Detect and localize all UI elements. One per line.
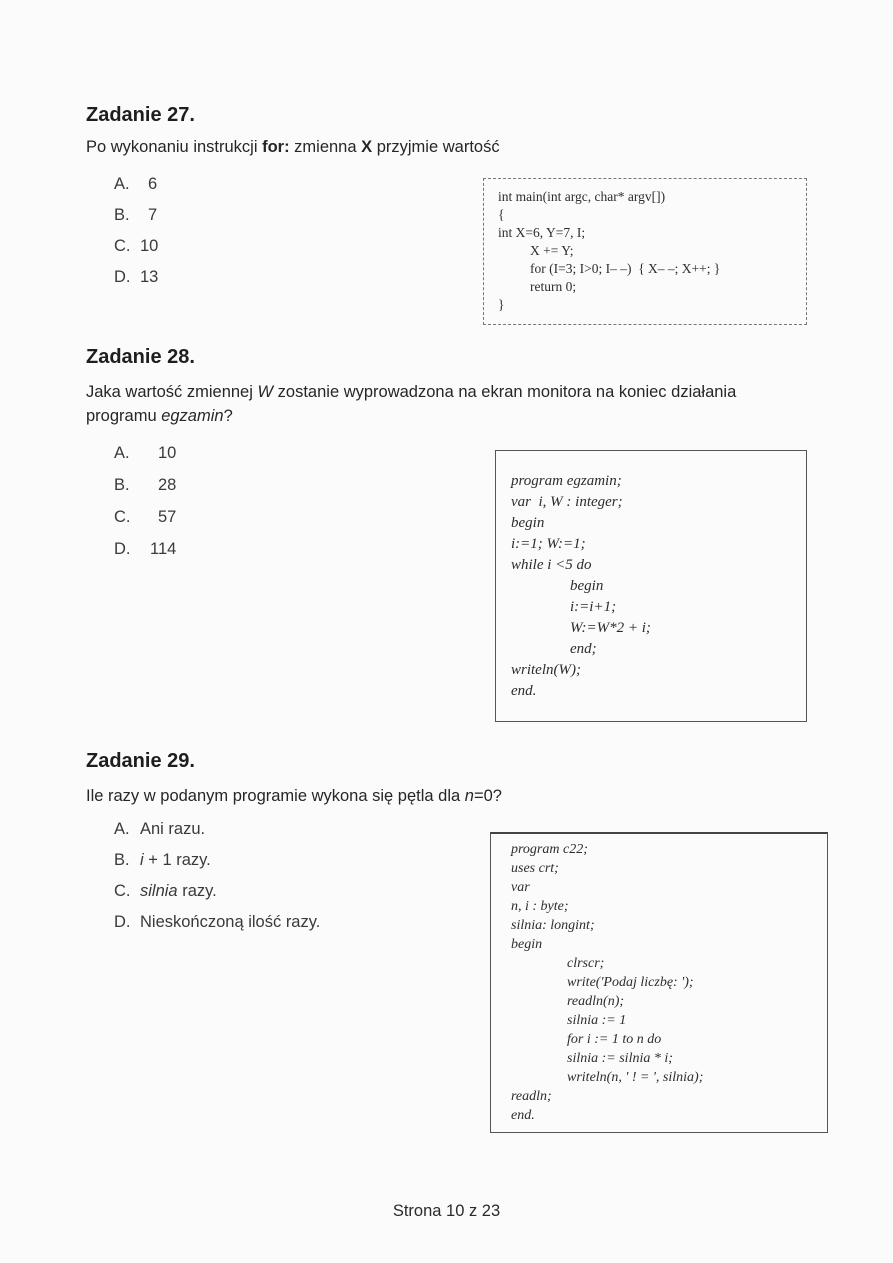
variable-n: n [464,787,474,805]
program-name: egzamin [161,407,224,425]
option-text: 7 [148,206,158,224]
code-line: uses crt; [511,861,559,876]
question-text: zostanie wyprowadzona na ekran monitora na koniec działania [273,383,737,401]
code-line: return 0; [530,279,577,294]
code-line: begin [511,515,545,531]
code-line: silnia := 1 [567,1013,627,1028]
code-line: writeln(n, ' ! = ', silnia); [567,1070,704,1085]
code-line: silnia: longint; [511,918,595,933]
code-box-pascal-egzamin [495,450,807,722]
question-text: =0? [473,787,502,805]
option-text: 114 [150,540,177,558]
code-line: W:=W*2 + i; [570,620,651,636]
code-line: end; [570,641,597,657]
answer-option-d[interactable] [114,540,177,559]
question-text: przyjmie wartość [372,138,500,156]
code-line: for i := 1 to n do [567,1032,662,1047]
code-line: readln(n); [567,994,625,1009]
option-letter: D. [114,540,131,558]
task-28-question [86,380,826,428]
answer-option-a[interactable] [114,444,177,463]
option-letter: B. [114,851,130,869]
option-letter: B. [114,206,130,224]
option-text: 10 [140,237,159,255]
option-letter: A. [114,444,130,462]
code-line: for (I=3; I>0; I– –) { X– –; X++; } [530,261,721,276]
answer-option-d[interactable] [114,268,159,287]
answer-option-a[interactable] [114,820,206,839]
question-text: zmienna [289,138,362,156]
task-29-title: Zadanie 29. [86,750,195,772]
question-text: Jaka wartość zmiennej [86,383,258,401]
code-line: X += Y; [530,243,574,258]
page-number: Strona 10 z 23 [392,1202,501,1220]
code-line: silnia := silnia * i; [567,1051,673,1066]
answer-option-d[interactable] [114,913,321,932]
code-box-c [483,178,807,325]
option-text: 10 [158,444,177,462]
code-line: writeln(W); [511,662,581,678]
code-line: var [511,880,530,895]
answer-option-a[interactable] [114,175,158,194]
code-line: readln; [511,1089,552,1104]
answer-option-b[interactable] [114,851,211,870]
code-line: int main(int argc, char* argv[]) [498,189,666,204]
answer-option-b[interactable] [114,206,158,225]
code-line: write('Podaj liczbę: '); [567,975,694,990]
question-text: ? [223,407,233,425]
option-text: razy. [177,882,217,900]
option-text: 6 [148,175,158,193]
code-line: end. [511,683,537,699]
question-text: programu [86,407,162,425]
code-line: program egzamin; [511,473,622,489]
answer-option-c[interactable] [114,508,177,527]
code-line: { [498,207,505,222]
option-letter: A. [114,820,130,838]
code-line: clrscr; [567,956,605,971]
option-letter: B. [114,476,130,494]
code-line: i:=1; W:=1; [511,536,586,552]
task-28-title: Zadanie 28. [86,346,195,368]
question-text: Ile razy w podanym programie wykona się pętla dla [86,787,465,805]
question-text: Po wykonaniu instrukcji [86,138,263,156]
option-italic: i [140,851,144,869]
option-text: 28 [158,476,177,494]
option-letter: A. [114,175,130,193]
code-line: } [498,297,505,312]
answer-option-c[interactable] [114,237,159,256]
answer-option-c[interactable] [114,882,217,901]
task-27-title: Zadanie 27. [86,104,195,126]
code-line: while i <5 do [511,557,592,573]
code-line: begin [570,578,604,594]
keyword-for: for: [262,138,290,156]
option-italic: silnia [140,882,178,900]
code-line: program c22; [511,842,588,857]
code-line: n, i : byte; [511,899,569,914]
code-line: i:=i+1; [570,599,617,615]
answer-option-b[interactable] [114,476,177,495]
option-text: 13 [140,268,159,286]
option-text: Nieskończoną ilość razy. [140,913,321,931]
option-text: + 1 razy. [143,851,211,869]
variable-w: W [257,383,274,401]
option-letter: C. [114,237,131,255]
option-letter: C. [114,882,131,900]
code-line: var i, W : integer; [511,494,623,510]
code-line: int X=6, Y=7, I; [498,225,586,240]
option-letter: C. [114,508,131,526]
code-box-pascal-c22 [490,832,828,1133]
code-line: begin [511,937,543,952]
variable-x: X [361,138,373,156]
task-27-question [86,135,500,159]
code-line: end. [511,1108,535,1123]
task-29-question [86,784,502,808]
option-text: Ani razu. [140,820,206,838]
option-letter: D. [114,913,131,931]
option-text: 57 [158,508,177,526]
option-letter: D. [114,268,131,286]
